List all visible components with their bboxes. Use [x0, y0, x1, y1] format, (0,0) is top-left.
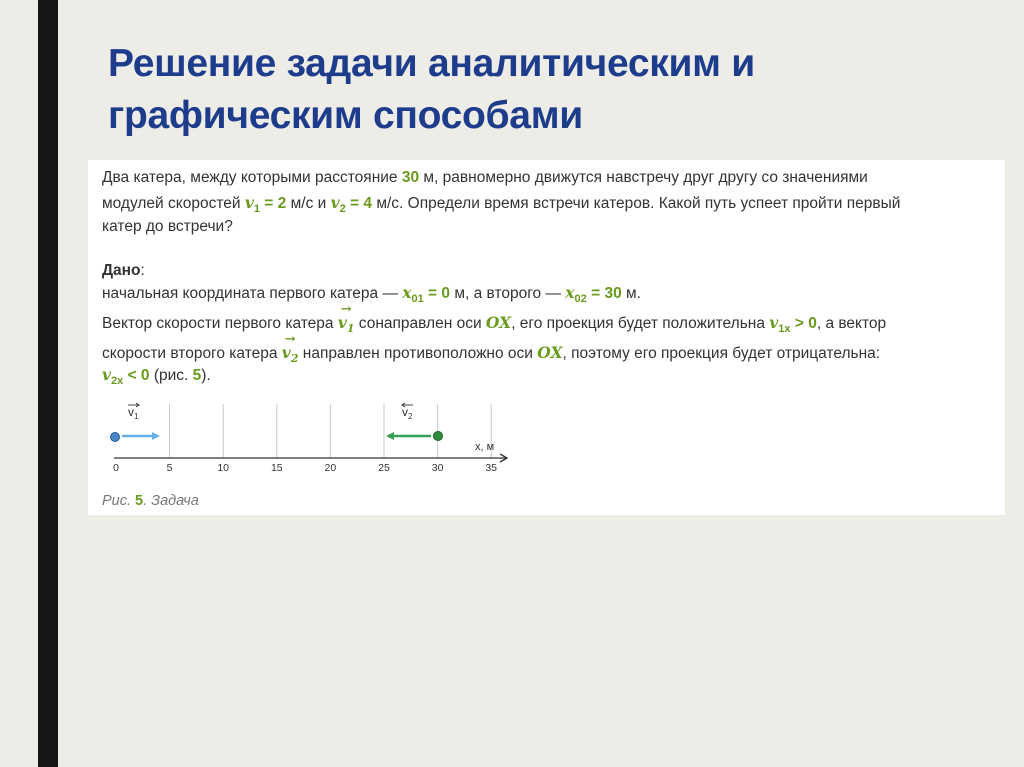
- grid-lines: [170, 404, 495, 458]
- vector-v1: → $v_1$: [337, 302, 355, 336]
- given-line-3: скорости второго катера → $v_2$ направлен противоположно оси OX, поэтому его проекция будет отрицательна:: [102, 341, 880, 371]
- number-line-figure: [88, 400, 528, 490]
- tick-label: 25: [378, 462, 390, 474]
- tick-label: 35: [485, 462, 498, 474]
- distance-value: 30: [401, 169, 420, 186]
- figure-caption: Рис. 5. Задача: [102, 493, 199, 509]
- tick-label: 20: [324, 462, 337, 474]
- tick-labels: [113, 462, 497, 474]
- title-line-2: графическим способами: [108, 94, 583, 137]
- slide-title: [108, 38, 968, 142]
- axis-label: x, м: [475, 441, 495, 453]
- velocity-arrow-1-head: [152, 432, 160, 440]
- title-line-1: Решение задачи аналитическим и: [108, 42, 755, 85]
- velocity-arrow-2-head: [386, 432, 394, 440]
- tick-label: 15: [270, 462, 283, 474]
- v2-label: $v_2$: [402, 405, 413, 421]
- problem-line-2: модулей скоростей $v_1 = 2$ м/с и $v_2 = 4$ м/с. Определи время встречи катеров. Какой путь успеет пройти первый: [102, 193, 901, 216]
- problem-line-3: катер до встречи?: [102, 218, 233, 235]
- given-line-1: начальная координата первого катера — $x_{01} = 0$ м, а второго — $x_{02} = 30$ м.: [102, 283, 641, 306]
- boat-1-marker: [111, 433, 120, 442]
- tick-label: 0: [113, 462, 119, 474]
- left-accent-bar: [38, 0, 58, 767]
- vector-v2: → $v_2$: [281, 332, 299, 366]
- tick-label: 5: [166, 462, 173, 474]
- problem-card: [88, 160, 1005, 515]
- boat-2-marker: [434, 432, 443, 441]
- v1-label: $v_1$: [128, 405, 139, 421]
- tick-label: 10: [217, 462, 230, 474]
- problem-line-1: Два катера, между которыми расстояние 30 м, равномерно движутся навстречу друг другу со значениями: [102, 169, 868, 186]
- given-line-2: Вектор скорости первого катера → $v_1$ сонаправлен оси OX, его проекция будет положительна $v_{1x} > 0$, а вектор: [102, 311, 886, 341]
- given-heading: Дано:: [102, 262, 145, 279]
- given-line-4: $v_{2x} < 0$ (рис. 5).: [102, 365, 211, 388]
- tick-label: 30: [431, 462, 444, 474]
